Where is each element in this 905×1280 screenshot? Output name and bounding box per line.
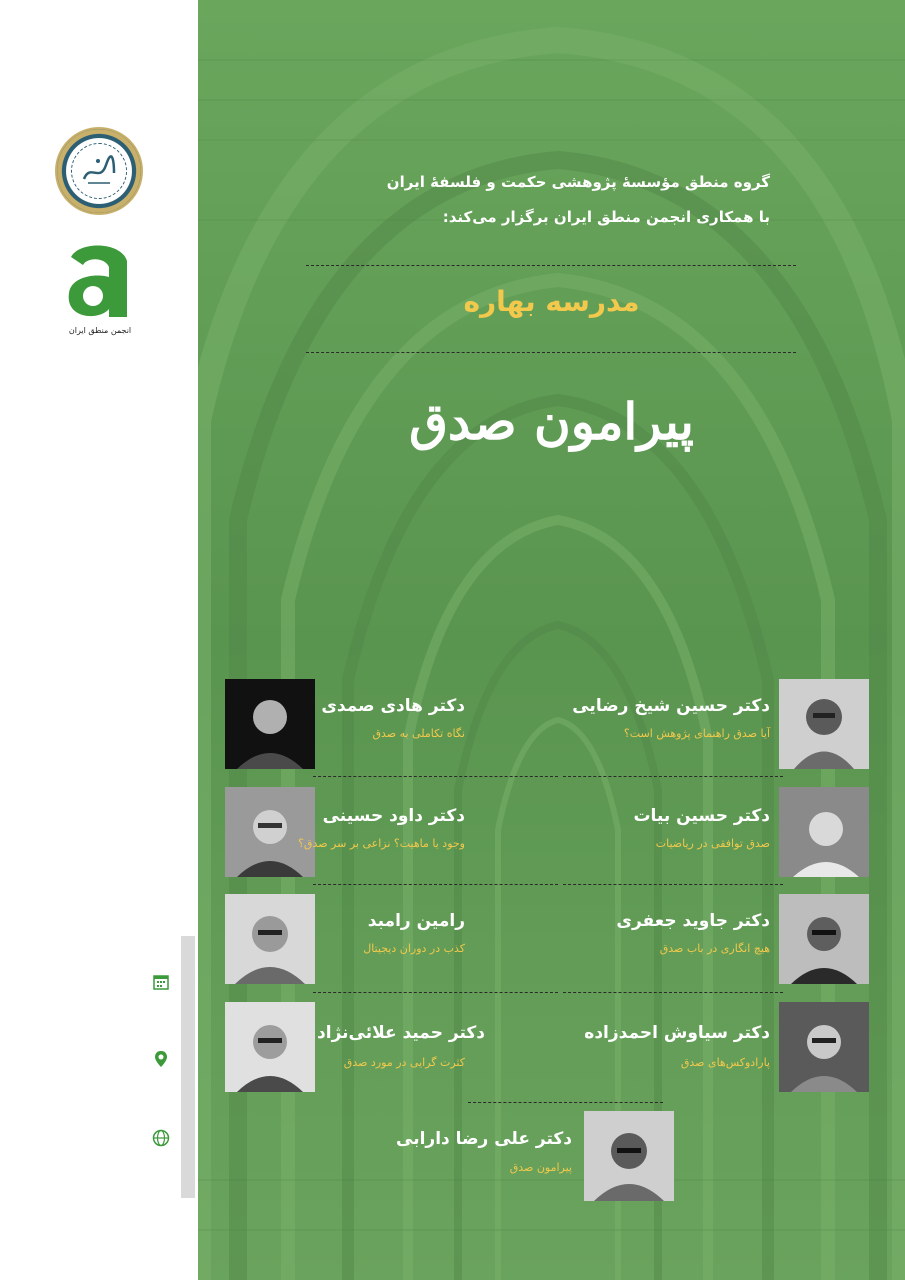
speaker-photo [779, 1002, 869, 1092]
institute-seal-logo [55, 127, 143, 215]
speaker-topic: آیا صدق راهنمای پژوهش است؟ [623, 727, 770, 740]
divider [468, 1102, 663, 1103]
speaker-topic: صدق توافقی در ریاضیات [655, 837, 770, 850]
speaker-topic: نگاه تکاملی به صدق [372, 727, 465, 740]
speaker-topic: کثرت گرایی در مورد صدق [343, 1056, 465, 1069]
calendar-icon [152, 973, 170, 991]
speaker-name: رامین رامبد [367, 911, 465, 931]
speaker-photo [225, 1002, 315, 1092]
divider [563, 992, 783, 993]
divider [563, 776, 783, 777]
speaker-topic: هیچ انگاری در باب صدق [659, 942, 770, 955]
school-name: مدرسه بهاره [463, 285, 640, 318]
speaker-name: دکتر سیاوش احمدزاده [584, 1023, 770, 1043]
speaker-photo [779, 787, 869, 877]
speaker-photo [584, 1111, 674, 1201]
location-pin-icon [152, 1050, 170, 1068]
sidebar-divider [181, 936, 195, 1198]
speaker-name: دکتر داود حسینی [322, 806, 465, 826]
divider [313, 776, 558, 777]
globe-icon [152, 1129, 170, 1147]
speaker-topic: پارادوکس‌های صدق [680, 1056, 770, 1069]
speaker-photo [779, 679, 869, 769]
calligraphy-mark-icon [80, 153, 118, 189]
speaker-topic: کذب در دوران دیجیتال [363, 942, 465, 955]
event-title: پیرامون صدق [409, 392, 694, 451]
logic-society-logo [65, 241, 133, 317]
speaker-photo [225, 787, 315, 877]
divider [306, 265, 796, 266]
collaboration-line: با همکاری انجمن منطق ایران برگزار می‌کند: [442, 208, 770, 226]
speaker-name: دکتر جاوید جعفری [616, 911, 770, 931]
speaker-photo [225, 894, 315, 984]
divider [313, 992, 558, 993]
speaker-photo [779, 894, 869, 984]
speaker-name: دکتر هادی صمدی [321, 696, 465, 716]
divider [563, 884, 783, 885]
speaker-photo [225, 679, 315, 769]
poster-panel [198, 0, 905, 1280]
speaker-topic: پیرامون صدق [509, 1161, 572, 1174]
speaker-name: دکتر حسین بیات [633, 806, 770, 826]
speaker-topic: وجود یا ماهیت؟ نزاعی بر سر صدق؟ [298, 837, 465, 850]
logo-caption: انجمن منطق ایران [68, 326, 132, 335]
speaker-name: دکتر حمید علائی‌نژاد [317, 1023, 485, 1043]
divider [313, 884, 558, 885]
speaker-name: دکتر حسین شیخ رضایی [572, 696, 770, 716]
divider [306, 352, 796, 353]
sidebar [0, 0, 198, 1280]
speaker-name: دکتر علی رضا دارابی [396, 1129, 572, 1149]
organizer-line: گروه منطق مؤسسهٔ پژوهشی حکمت و فلسفهٔ ایران [386, 173, 770, 191]
